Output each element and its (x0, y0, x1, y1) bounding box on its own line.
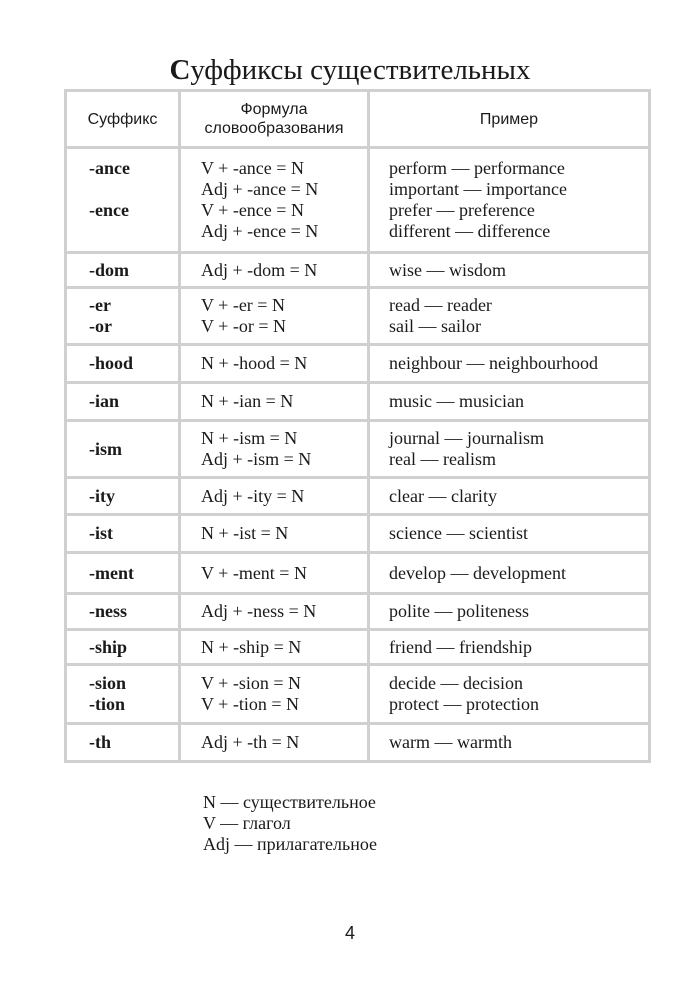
header-suffix (67, 92, 178, 146)
header-suffix-label: Суффикс (87, 110, 158, 128)
header-example (370, 92, 648, 146)
example-cell (370, 631, 648, 663)
suffix-cell-line: -ism (89, 438, 122, 459)
suffix-cell-line: -ance (89, 158, 130, 178)
formula-cell (181, 479, 367, 513)
formula-cell (181, 666, 367, 722)
suffix-cell-line (89, 221, 178, 242)
example-cell-line: develop — development (389, 562, 566, 583)
example-cell-line: friend — friendship (389, 636, 532, 657)
suffix-cell (67, 666, 178, 722)
example-cell (370, 422, 648, 476)
suffix-cell (67, 149, 178, 251)
suffix-cell-line: -ist (89, 523, 113, 543)
formula-cell-line: N + -ian = N (201, 391, 294, 411)
example-cell (370, 595, 648, 628)
example-cell-line: wise — wisdom (389, 259, 506, 280)
formula-cell (181, 595, 367, 628)
suffix-cell-line: -ian (89, 391, 120, 411)
suffix-cell (67, 384, 178, 419)
formula-cell-line: V + -tion = N (201, 694, 299, 714)
example-cell (370, 289, 648, 343)
legend-item: Adj — прилагательное (203, 834, 378, 854)
header-example-label: Пример (479, 110, 539, 128)
header-formula-line1: Формула (240, 101, 308, 118)
formula-cell-line: Adj + -ance = N (201, 179, 319, 199)
formula-cell (181, 422, 367, 476)
suffix-cell (67, 254, 178, 286)
header-formula-line2: словообразования (204, 120, 344, 137)
suffix-cell-line: -ment (89, 562, 134, 583)
suffix-cell (67, 422, 178, 476)
suffix-cell-line: -hood (89, 353, 134, 373)
formula-cell-line: Adj + -ism = N (201, 449, 312, 469)
suffix-cell-line (89, 179, 178, 200)
example-cell-line: real — realism (389, 449, 496, 469)
example-cell-line: protect — protection (389, 694, 539, 714)
suffix-cell-line: -ity (89, 485, 115, 506)
formula-cell-line: N + -ism = N (201, 428, 298, 448)
suffix-table (64, 89, 651, 763)
suffix-cell-line: -sion (89, 673, 127, 693)
example-cell (370, 149, 648, 251)
suffix-cell (67, 516, 178, 551)
formula-cell (181, 516, 367, 551)
formula-cell-line: Adj + -dom = N (201, 259, 318, 280)
example-cell-line: science — scientist (389, 523, 528, 543)
formula-cell-line: V + -ance = N (201, 158, 304, 178)
formula-cell-line: N + -ship = N (201, 636, 302, 657)
suffix-cell-line: -or (89, 316, 112, 336)
suffix-cell (67, 346, 178, 381)
formula-cell-line: V + -er = N (201, 295, 285, 315)
example-cell-line: clear — clarity (389, 485, 497, 506)
example-cell (370, 254, 648, 286)
formula-cell (181, 289, 367, 343)
example-cell (370, 479, 648, 513)
suffix-cell-line: -dom (89, 259, 129, 280)
formula-cell-line: N + -ist = N (201, 523, 289, 543)
suffix-cell-line: -ness (89, 601, 128, 621)
example-cell (370, 384, 648, 419)
suffix-cell-line: -th (89, 732, 111, 752)
example-cell-line: important — importance (389, 179, 567, 199)
formula-cell (181, 725, 367, 760)
example-cell (370, 725, 648, 760)
suffix-cell (67, 595, 178, 628)
example-cell (370, 666, 648, 722)
formula-cell (181, 346, 367, 381)
formula-cell-line: Adj + -ence = N (201, 221, 319, 241)
suffix-cell (67, 479, 178, 513)
formula-cell-line: V + -or = N (201, 316, 286, 336)
example-cell-line: decide — decision (389, 673, 523, 693)
suffix-cell-line: -er (89, 295, 111, 315)
formula-cell-line: Adj + -th = N (201, 732, 300, 752)
example-cell-line: neighbour — neighbourhood (389, 353, 598, 373)
formula-cell-line: N + -hood = N (201, 353, 308, 373)
page-number: 4 (344, 923, 355, 943)
formula-cell-line: V + -ence = N (201, 200, 304, 220)
formula-cell-line: V + -ment = N (201, 562, 307, 583)
example-cell-line: polite — politeness (389, 601, 529, 621)
title-rest: уффиксы существительных (190, 54, 531, 86)
formula-cell-line: Adj + -ness = N (201, 601, 317, 621)
example-cell-line: music — musician (389, 391, 524, 411)
title-first-letter: С (169, 54, 191, 86)
formula-cell (181, 149, 367, 251)
suffix-cell (67, 631, 178, 663)
formula-cell (181, 631, 367, 663)
suffix-cell-line: -ship (89, 636, 128, 657)
formula-cell (181, 554, 367, 592)
formula-cell-line: Adj + -ity = N (201, 485, 305, 506)
example-cell-line: sail — sailor (389, 316, 481, 336)
page-title (0, 52, 700, 88)
legend-item: N — существительное (203, 792, 376, 812)
suffix-cell-line: -tion (89, 694, 125, 714)
example-cell-line: read — reader (389, 295, 492, 315)
example-cell-line: journal — journalism (389, 428, 544, 448)
suffix-cell (67, 554, 178, 592)
formula-cell (181, 384, 367, 419)
example-cell (370, 346, 648, 381)
example-cell-line: warm — warmth (389, 732, 512, 752)
formula-cell-line: V + -sion = N (201, 673, 301, 693)
header-formula (181, 92, 367, 146)
example-cell-line: perform — performance (389, 158, 565, 178)
legend-item: V — глагол (203, 813, 291, 833)
legend (203, 792, 377, 855)
suffix-cell (67, 725, 178, 760)
formula-cell (181, 254, 367, 286)
example-cell-line: prefer — preference (389, 200, 535, 220)
suffix-cell-line: -ence (89, 200, 129, 220)
suffix-cell (67, 289, 178, 343)
example-cell-line: different — difference (389, 221, 551, 241)
example-cell (370, 554, 648, 592)
example-cell (370, 516, 648, 551)
